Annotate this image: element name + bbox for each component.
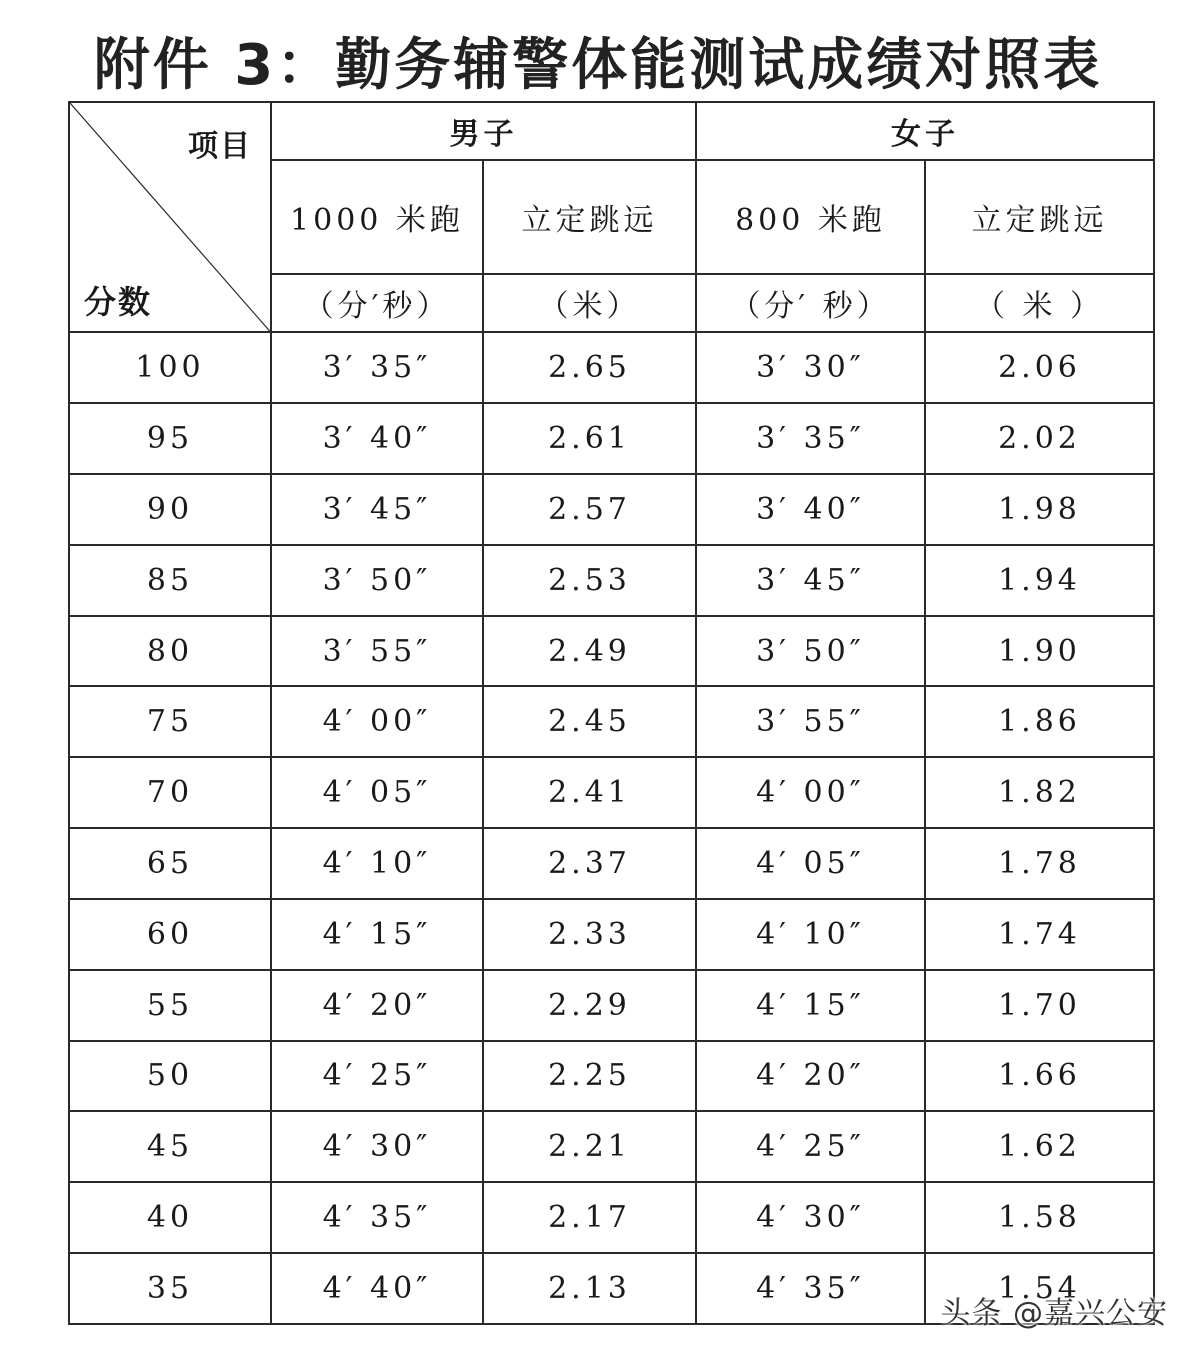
unit-male-run: （分′秒） <box>271 274 483 332</box>
male-jump-cell: 2.29 <box>483 970 696 1041</box>
female-run-cell: 4′ 25″ <box>696 1111 925 1182</box>
male-jump-cell: 2.25 <box>483 1041 696 1112</box>
score-cell: 70 <box>69 757 271 828</box>
female-jump-cell: 1.98 <box>925 474 1154 545</box>
male-run-cell: 4′ 30″ <box>271 1111 483 1182</box>
header-female-run: 800 米跑 <box>696 160 925 274</box>
unit-female-jump: （ 米 ） <box>925 274 1154 332</box>
table-row <box>69 1111 1154 1182</box>
header-female-jump: 立定跳远 <box>925 160 1154 274</box>
female-run-cell: 3′ 45″ <box>696 545 925 616</box>
table-row <box>69 616 1154 687</box>
male-run-cell: 4′ 20″ <box>271 970 483 1041</box>
female-jump-cell: 1.70 <box>925 970 1154 1041</box>
female-run-cell: 4′ 15″ <box>696 970 925 1041</box>
male-run-cell: 3′ 45″ <box>271 474 483 545</box>
table-row <box>69 899 1154 970</box>
female-run-cell: 3′ 30″ <box>696 332 925 403</box>
corner-label-score: 分数 <box>84 283 153 322</box>
female-jump-cell: 1.54 <box>925 1253 1154 1324</box>
table-row <box>69 1182 1154 1253</box>
score-cell: 45 <box>69 1111 271 1182</box>
header-male-jump: 立定跳远 <box>483 160 696 274</box>
female-jump-cell: 1.74 <box>925 899 1154 970</box>
male-run-cell: 4′ 15″ <box>271 899 483 970</box>
male-jump-cell: 2.57 <box>483 474 696 545</box>
female-jump-cell: 1.66 <box>925 1041 1154 1112</box>
score-cell: 95 <box>69 403 271 474</box>
score-cell: 50 <box>69 1041 271 1112</box>
header-corner-cell <box>69 102 271 332</box>
male-jump-cell: 2.33 <box>483 899 696 970</box>
unit-male-jump: （米） <box>483 274 696 332</box>
male-jump-cell: 2.21 <box>483 1111 696 1182</box>
score-cell: 60 <box>69 899 271 970</box>
corner-label-item: 项目 <box>188 129 252 164</box>
female-jump-cell: 1.78 <box>925 828 1154 899</box>
female-jump-cell: 1.90 <box>925 616 1154 687</box>
score-cell: 40 <box>69 1182 271 1253</box>
score-cell: 80 <box>69 616 271 687</box>
table-row <box>69 686 1154 757</box>
score-cell: 65 <box>69 828 271 899</box>
female-run-cell: 4′ 10″ <box>696 899 925 970</box>
female-jump-cell: 2.06 <box>925 332 1154 403</box>
female-jump-cell: 1.86 <box>925 686 1154 757</box>
score-cell: 35 <box>69 1253 271 1324</box>
male-run-cell: 4′ 10″ <box>271 828 483 899</box>
document-title: 附件 3：勤务辅警体能测试成绩对照表 <box>93 33 1103 98</box>
male-jump-cell: 2.13 <box>483 1253 696 1324</box>
male-run-cell: 4′ 00″ <box>271 686 483 757</box>
female-jump-cell: 2.02 <box>925 403 1154 474</box>
table-row <box>69 970 1154 1041</box>
table-row <box>69 1041 1154 1112</box>
female-jump-cell: 1.94 <box>925 545 1154 616</box>
score-cell: 100 <box>69 332 271 403</box>
female-run-cell: 3′ 55″ <box>696 686 925 757</box>
male-run-cell: 3′ 55″ <box>271 616 483 687</box>
table-row <box>69 403 1154 474</box>
female-run-cell: 4′ 30″ <box>696 1182 925 1253</box>
score-cell: 90 <box>69 474 271 545</box>
table-row <box>69 474 1154 545</box>
female-run-cell: 3′ 40″ <box>696 474 925 545</box>
score-cell: 85 <box>69 545 271 616</box>
female-jump-cell: 1.62 <box>925 1111 1154 1182</box>
female-jump-cell: 1.82 <box>925 757 1154 828</box>
female-run-cell: 3′ 35″ <box>696 403 925 474</box>
score-table <box>68 101 1155 1325</box>
female-run-cell: 3′ 50″ <box>696 616 925 687</box>
male-jump-cell: 2.37 <box>483 828 696 899</box>
table-row <box>69 828 1154 899</box>
header-female: 女子 <box>696 102 1154 160</box>
header-male: 男子 <box>271 102 696 160</box>
male-run-cell: 4′ 25″ <box>271 1041 483 1112</box>
watermark-text: 头条 @嘉兴公安 <box>940 1296 1168 1331</box>
male-run-cell: 3′ 40″ <box>271 403 483 474</box>
female-jump-cell: 1.58 <box>925 1182 1154 1253</box>
male-run-cell: 4′ 05″ <box>271 757 483 828</box>
table-row <box>69 545 1154 616</box>
female-run-cell: 4′ 00″ <box>696 757 925 828</box>
female-run-cell: 4′ 20″ <box>696 1041 925 1112</box>
male-jump-cell: 2.49 <box>483 616 696 687</box>
male-jump-cell: 2.65 <box>483 332 696 403</box>
male-run-cell: 4′ 40″ <box>271 1253 483 1324</box>
male-jump-cell: 2.53 <box>483 545 696 616</box>
score-cell: 55 <box>69 970 271 1041</box>
unit-female-run: （分′ 秒） <box>696 274 925 332</box>
table-row <box>69 332 1154 403</box>
male-run-cell: 3′ 50″ <box>271 545 483 616</box>
male-run-cell: 3′ 35″ <box>271 332 483 403</box>
male-jump-cell: 2.61 <box>483 403 696 474</box>
female-run-cell: 4′ 05″ <box>696 828 925 899</box>
female-run-cell: 4′ 35″ <box>696 1253 925 1324</box>
header-male-run: 1000 米跑 <box>271 160 483 274</box>
male-jump-cell: 2.45 <box>483 686 696 757</box>
table-row <box>69 757 1154 828</box>
score-cell: 75 <box>69 686 271 757</box>
male-jump-cell: 2.17 <box>483 1182 696 1253</box>
male-run-cell: 4′ 35″ <box>271 1182 483 1253</box>
male-jump-cell: 2.41 <box>483 757 696 828</box>
header-row-groups <box>69 102 1154 160</box>
